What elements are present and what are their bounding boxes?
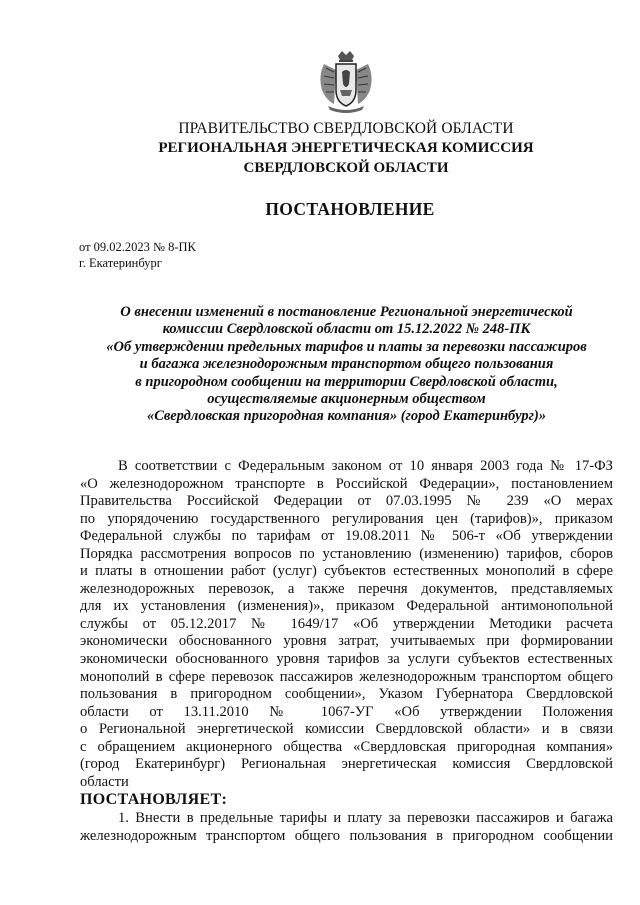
preamble-line: и платы в отношении работ (услуг) субъектов естественных монополий в сфере [80, 563, 613, 580]
commission-name: РЕГИОНАЛЬНАЯ ЭНЕРГЕТИЧЕСКАЯ КОМИССИЯ [158, 140, 534, 156]
preamble-line: экономически обоснованного уровня затрат, учитываемых при формировании [80, 633, 613, 650]
preamble-line: монополий в сфере перевозок пассажиров железнодорожным транспортом общего [80, 668, 613, 685]
subject-line: и багажа железнодорожным транспортом общего пользования [139, 356, 554, 373]
document-type-title: ПОСТАНОВЛЕНИЕ [265, 199, 435, 219]
preamble-line: железнодорожных перевозок, а также перечня документов, представляемых [80, 580, 613, 597]
region-name: СВЕРДЛОВСКОЙ ОБЛАСТИ [243, 160, 449, 176]
preamble-line: Федеральной службы по тарифам от 19.08.2011 № 506-т «Об утверждении [80, 528, 613, 545]
preamble-line: области от 13.11.2010 № 1067-УГ «Об утверждении Положения [80, 703, 613, 720]
government-name: ПРАВИТЕЛЬСТВО СВЕРДЛОВСКОЙ ОБЛАСТИ [178, 120, 514, 137]
preamble-line: экономически обоснованного уровня тарифов за услуги субъектов естественных [80, 651, 613, 668]
subject-line: «Свердловская пригородная компания» (город Екатеринбург)» [146, 408, 547, 425]
item-1-line: железнодорожным транспортом общего пользования в пригородном сообщении [80, 827, 613, 844]
preamble-line: «О железнодорожном транспорте в Российской Федерации», постановлением [80, 475, 613, 492]
document-city: г. Екатеринбург [79, 256, 162, 270]
coat-of-arms-emblem [316, 50, 376, 116]
subject-line: в пригородном сообщении на территории Свердловской области, [135, 373, 558, 390]
subject-line: «Об утверждении предельных тарифов и платы за перевозки пассажиров [106, 338, 587, 355]
item-1-line: 1. Внести в предельные тарифы и плату за перевозки пассажиров и багажа [118, 810, 613, 827]
preamble-line: службы от 05.12.2017 № 1649/17 «Об утверждении Методики расчета [80, 615, 613, 632]
preamble-line: по упорядочению государственного регулирования цен (тарифов)», приказом [80, 510, 613, 527]
preamble-line: о Региональной энергетической комиссии Свердловской области» и в связи [80, 721, 613, 738]
preamble-line: области [80, 773, 129, 790]
document-body [80, 458, 613, 845]
preamble-line: для их установления (изменения)», приказом Федеральной антимонопольной [80, 598, 613, 615]
preamble-line: Порядка рассмотрения вопросов по установлению (изменению) тарифов, сборов [80, 545, 613, 562]
subject-line: О внесении изменений в постановление Региональной энергетической [120, 304, 573, 320]
subject-line: осуществляемые акционерным обществом [207, 391, 486, 408]
document-date-number: от 09.02.2023 № 8-ПК [79, 240, 196, 254]
document-subject [80, 304, 613, 426]
preamble-line: пользования в пригородном сообщении», Указом Губернатора Свердловской [80, 686, 613, 703]
preamble-line: В соответствии с Федеральным законом от 10 января 2003 года № 17-ФЗ [118, 458, 613, 474]
preamble-line: (город Екатеринбург) Региональная энергетическая комиссия Свердловской [80, 756, 613, 773]
resolve-heading: ПОСТАНОВЛЯЕТ: [80, 791, 228, 809]
preamble-line: с обращением акционерного общества «Свердловская пригородная компания» [80, 738, 613, 755]
subject-line: комиссии Свердловской области от 15.12.2022 № 248-ПК [162, 321, 531, 338]
preamble-line: Правительства Российской Федерации от 07.03.1995 № 239 «О мерах [80, 493, 613, 510]
